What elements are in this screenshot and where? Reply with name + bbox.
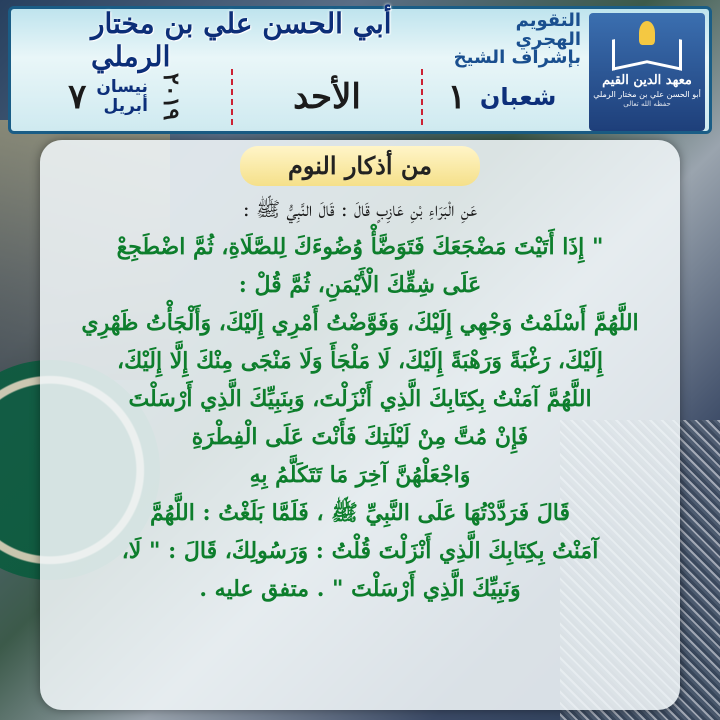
syriac-month: نيسان <box>96 77 148 98</box>
narration-line: قَالَ فَرَدَّدْتُهَا عَلَى النَّبِيِّ ﷺ ، فَلَمَّا بَلَغْتُ : اللَّهُمَّ <box>149 500 571 526</box>
institute-logo <box>589 13 705 131</box>
logo-tagline: حفظه الله تعالى <box>623 99 671 108</box>
panel-title: من أذكار النوم <box>240 146 480 186</box>
calendar-title <box>453 9 581 69</box>
hadith-line: عَلَى شِقِّكَ الْأَيْمَنِ، ثُمَّ قُلْ : <box>238 272 482 298</box>
hadith-line: فَإِنْ مُتَّ مِنْ لَيْلَتِكَ فَأَنْتَ عَلَى الْفِطْرَةِ <box>191 424 529 450</box>
calendar-title-line2: بإشراف الشيخ <box>453 47 581 69</box>
logo-name: معهد الدين القيم <box>602 73 692 88</box>
hadith-line: " إِذَا أَتَيْتَ مَضْجَعَكَ فَتَوَضَّأْ وُضُوءَكَ لِلصَّلَاةِ، ثُمَّ اضْطَجِعْ <box>116 234 604 260</box>
calendar-title-line1: التقويم الهجري <box>515 9 581 50</box>
gregorian-day: ٧ <box>68 77 87 117</box>
book-flame-icon <box>612 21 682 67</box>
narrator-line: عَنِ الْبَرَاءِ بْنِ عَازِبٍ قَالَ : قَالَ النَّبِيُّ ﷺ : <box>242 197 478 221</box>
calendar-header <box>8 6 712 134</box>
hadith-line: وَاجْعَلْهُنَّ آخِرَ مَا تَتَكَلَّمُ بِهِ <box>249 462 471 488</box>
sheikh-name: أبي الحسن علي بن مختار الرملي <box>91 7 392 73</box>
weekday: الأحد <box>293 77 361 117</box>
hijri-date <box>421 69 581 125</box>
narration-line: وَنَبِيِّكَ الَّذِي أَرْسَلْتَ " . متفق عليه . <box>199 576 521 602</box>
hadith-line: إِلَيْكَ، رَغْبَةً وَرَهْبَةً إِلَيْكَ، لَا مَلْجَأَ وَلَا مَنْجَى مِنْكَ إِلَّا إِلَيْكَ، <box>117 348 603 374</box>
gregorian-month: أبريل <box>103 96 148 116</box>
hijri-day: ١ <box>447 77 466 117</box>
gregorian-months <box>96 78 148 115</box>
header-title-row <box>21 7 581 73</box>
date-row <box>21 69 581 125</box>
hadith-text <box>40 186 680 608</box>
hadith-line: اللَّهُمَّ آمَنْتُ بِكِتَابِكَ الَّذِي أَنْزَلْتَ، وَبِنَبِيِّكَ الَّذِي أَرْسَلْتَ <box>128 386 592 412</box>
hadith-line: اللَّهُمَّ أَسْلَمْتُ وَجْهِي إِلَيْكَ، وَفَوَّضْتُ أَمْرِي إِلَيْكَ، وَأَلْجَأْتُ ظَهْرِي <box>81 310 639 336</box>
gregorian-date <box>21 69 231 125</box>
year: ٢٠١٩ <box>157 73 184 121</box>
dhikr-panel <box>40 140 680 710</box>
logo-subtitle: أبو الحسن علي بن مختار الرملي <box>593 90 701 99</box>
weekday-cell <box>231 69 421 125</box>
hijri-month: شعبان <box>479 83 557 111</box>
narration-line: آمَنْتُ بِكِتَابِكَ الَّذِي أَنْزَلْتَ قُلْتُ : وَرَسُولِكَ، قَالَ : " لَا، <box>121 538 599 564</box>
